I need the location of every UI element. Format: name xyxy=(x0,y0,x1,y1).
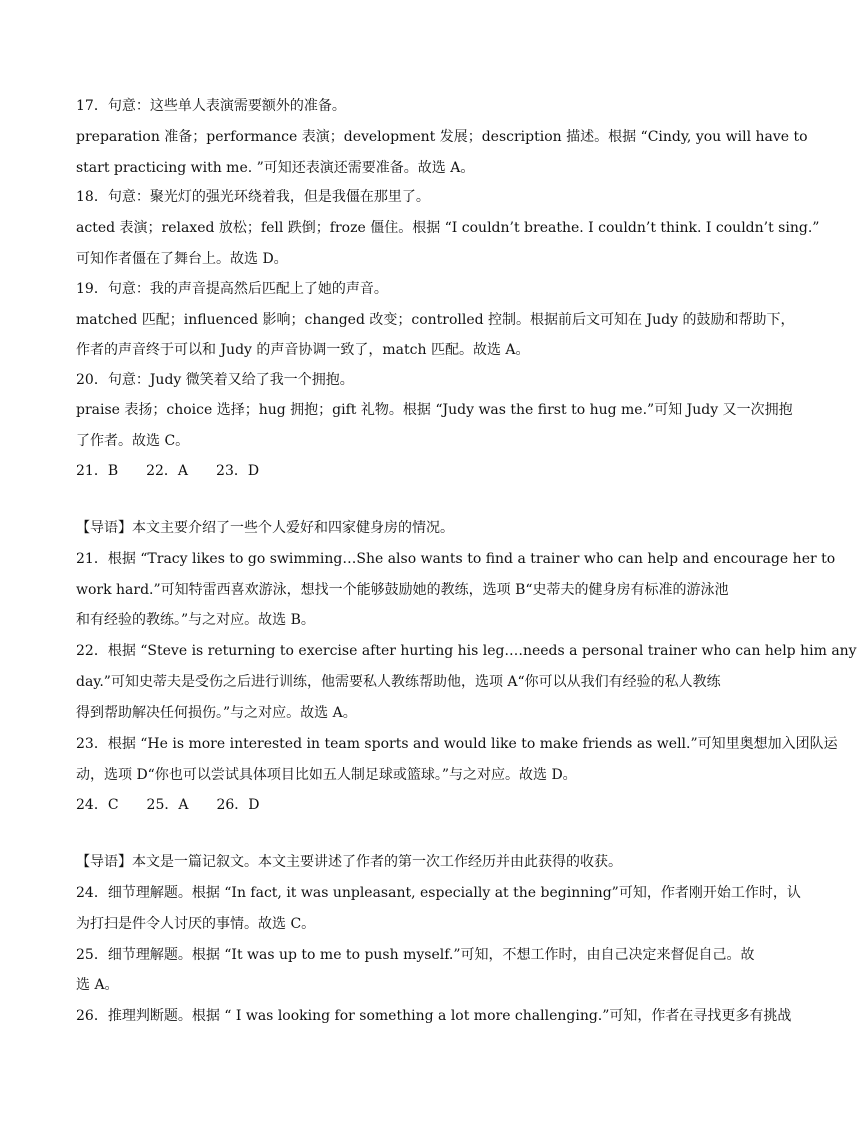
answer-24: 24．C xyxy=(76,797,119,813)
q19-explanation-line-2: 作者的声音终于可以和 Judy 的声音协调一致了，match 匹配。故选 A。 xyxy=(76,342,530,358)
q19-explanation-line-1: matched 匹配；influenced 影响；changed 改变；controlled 控制。根据前后文可知在 Judy 的鼓励和帮助下， xyxy=(76,312,795,328)
q17-explanation-line-2: start practicing with me. ”可知还表演还需要准备。故选 A。 xyxy=(76,160,475,176)
q23-explanation-line-2: 动，选项 D“你也可以尝试具体项目比如五人制足球或篮球。”与之对应。故选 D。 xyxy=(76,767,577,783)
q20-explanation-line-2: 了作者。故选 C。 xyxy=(76,433,190,449)
q20-explanation-line-1: praise 表扬；choice 选择；hug 拥抱；gift 礼物。根据 “Judy was the first to hug me.”可知 Judy 又一次拥抱 xyxy=(76,402,793,418)
answer-23: 23．D xyxy=(216,463,260,479)
q19-heading: 19．句意：我的声音提高然后匹配上了她的声音。 xyxy=(76,281,388,297)
passage-intro-24-26: 【导语】本文是一篇记叙文。本文主要讲述了作者的第一次工作经历并由此获得的收获。 xyxy=(76,854,622,870)
q25-explanation-line-1: 25．细节理解题。根据 “It was up to me to push myself.”可知，不想工作时，由自己决定来督促自己。故 xyxy=(76,947,755,963)
q18-explanation-line-1: acted 表演；relaxed 放松；fell 跌倒；froze 僵住。根据 “I couldn’t breathe. I couldn’t think. I couldn’t sing.” xyxy=(76,220,820,236)
q26-explanation-line-1: 26．推理判断题。根据 “ I was looking for something a lot more challenging.”可知，作者在寻找更多有挑战 xyxy=(76,1008,792,1024)
q21-explanation-line-3: 和有经验的教练。”与之对应。故选 B。 xyxy=(76,612,315,628)
answer-key-24-26 xyxy=(76,795,724,815)
q22-explanation-line-1: 22．根据 “Steve is returning to exercise after hurting his leg.…needs a personal trainer who can help him any xyxy=(76,643,857,659)
q24-explanation-line-2: 为打扫是件令人讨厌的事情。故选 C。 xyxy=(76,916,316,932)
q25-explanation-line-2: 选 A。 xyxy=(76,977,119,993)
q23-explanation-line-1: 23．根据 “He is more interested in team sports and would like to make friends as well.”可知里奥想加入团队运 xyxy=(76,736,838,752)
answer-25: 25．A xyxy=(146,797,189,813)
q21-explanation-line-1: 21．根据 “Tracy likes to go swimming…She also wants to find a trainer who can help and encourage her to xyxy=(76,551,836,567)
q18-heading: 18．句意：聚光灯的强光环绕着我，但是我僵在那里了。 xyxy=(76,189,430,205)
q24-explanation-line-1: 24．细节理解题。根据 “In fact, it was unpleasant, especially at the beginning”可知，作者刚开始工作时，认 xyxy=(76,885,801,901)
q20-heading: 20．句意：Judy 微笑着又给了我一个拥抱。 xyxy=(76,372,354,388)
q17-explanation-line-1: preparation 准备；performance 表演；development 发展；description 描述。根据 “Cindy, you will have to xyxy=(76,129,808,145)
passage-intro-21-23: 【导语】本文主要介绍了一些个人爱好和四家健身房的情况。 xyxy=(76,520,454,536)
answer-key-21-23 xyxy=(76,461,724,481)
q22-explanation-line-3: 得到帮助解决任何损伤。”与之对应。故选 A。 xyxy=(76,705,357,721)
answer-21: 21．B xyxy=(76,463,119,479)
q17-heading: 17．句意：这些单人表演需要额外的准备。 xyxy=(76,98,346,114)
answer-22: 22．A xyxy=(146,463,189,479)
answer-26: 26．D xyxy=(216,797,260,813)
q22-explanation-line-2: day.”可知史蒂夫是受伤之后进行训练，他需要私人教练帮助他，选项 A“你可以从我们有经验的私人教练 xyxy=(76,674,721,690)
q18-explanation-line-2: 可知作者僵在了舞台上。故选 D。 xyxy=(76,251,288,267)
q21-explanation-line-2: work hard.”可知特雷西喜欢游泳，想找一个能够鼓励她的教练，选项 B“史蒂夫的健身房有标准的游泳池 xyxy=(76,582,729,598)
